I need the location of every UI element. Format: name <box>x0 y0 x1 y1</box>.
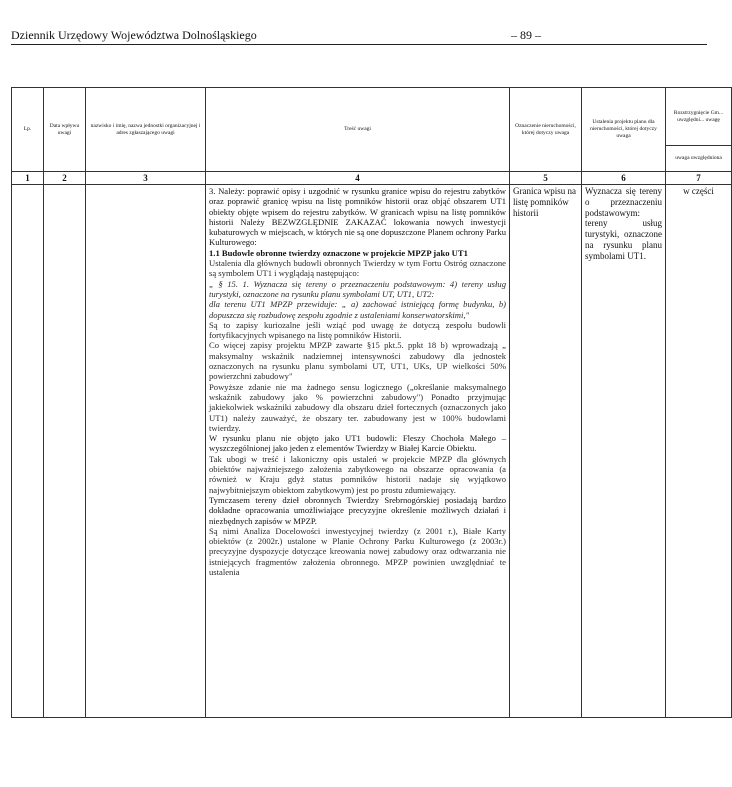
header-resolution: Rozstrzygnięcie Gm... uwzględni... uwagę <box>666 88 732 146</box>
col-number: 4 <box>206 172 510 185</box>
table-row <box>12 185 732 718</box>
content-paragraph: Ustalenia dla głównych budowli obronnych Twierdzy w tym Fortu Ostróg oznaczone są symbolem UT1 i wyglądają następująco: <box>209 258 506 279</box>
cell-lp <box>12 185 44 718</box>
cell-content <box>206 185 510 718</box>
content-paragraph: „ § 15. 1. Wyznacza się tereny o przeznaczeniu podstawowym: 4) tereny usług turystyki, oznaczone na rysunku planu symbolami UT, UT1, UT2: <box>209 278 506 299</box>
content-paragraph: Tymczasem tereny dzieł obronnych Twierdzy Srebrnogórskiej posiadają bardzo dokładne opracowania umożliwiające precyzyjne określenie możliwych działań i niezbędnych zapisów w MPZP. <box>209 494 506 526</box>
column-numbers-row <box>12 172 732 185</box>
content-paragraph: dla terenu UT1 MPZP przewiduje: „ a) zachować istniejącą formę budynku, b) dopuszcza się rozbudowę zespołu zgodnie z ustaleniami konserwatorskimi," <box>209 299 506 320</box>
header-area: Oznaczenie nieruchomości, której dotyczy uwaga <box>510 88 582 172</box>
header-resolution-sub: uwaga uwzględniona <box>666 146 732 172</box>
cell-author <box>86 185 206 718</box>
header-content: Treść uwagi <box>206 88 510 172</box>
col-number: 3 <box>86 172 206 185</box>
header-lp: Lp. <box>12 88 44 172</box>
col-number: 1 <box>12 172 44 185</box>
header-row <box>12 88 732 146</box>
content-paragraph: 1.1 Budowle obronne twierdzy oznaczone w projekcie MPZP jako UT1 <box>209 247 468 258</box>
header-author: nazwisko i imię, nazwa jednostki organizacyjnej i adres zgłaszającego uwagi <box>86 88 206 172</box>
content-paragraph: 3. Należy: poprawić opisy i uzgodnić w rysunku granice wpisu do rejestru zabytków oraz poprawić granicę wpisu na listę pomników historii oraz objąć obszarem UT1 obiekty objęte wpisem do rejestru zabytków. W granicach wpisu na listę pomników historii Należy BEZWZGLĘDNIE ZAKAZAĆ lokowania nowych inwestycji kubaturowych w miejscach, w których nie są one dopuszczone Planem ochrony Parku Kulturowego: <box>209 186 506 248</box>
content-paragraph: W rysunku planu nie objęto jako UT1 budowli: Fleszy Chochoła Małego – wyszczególnionej jako jeden z elementów Twierdzy w Białej Karcie Obiektu. <box>209 433 506 454</box>
content-paragraph: Są to zapisy kuriozalne jeśli wziąć pod uwagę że dotyczą zespołu budowli fortyfikacyjnych wpisanego na listę pomników Historii. <box>209 319 506 341</box>
content-paragraph: Są nimi Analiza Docelowości inwestycyjnej twierdzy (z 2001 r.), Białe Karty obiektów (z 2002r.) ustalone w Planie Ochrony Parku Kulturowego (z 2003r.) precyzyjne dyspozycje dotyczące kreowania nowej zabudowy oraz odtwarzania nie istniejących fragmentów założenia obronnego. MPZP powinien uwzględniać te ustalenia <box>209 525 506 577</box>
content-paragraph: Co więcej zapisy projektu MPZP zawarte §15 pkt.5. ppkt 18 b) wprowadzają „ maksymalny wskaźnik nadziemnej intensywności zabudowy dla jednostek oznaczonych na rysunku planu symbolami UT, UT1, UKs, UP wielkości 50% powierzchni zabudowy" <box>209 340 506 382</box>
col-number: 5 <box>510 172 582 185</box>
journal-title: Dziennik Urzędowy Województwa Dolnośląskiego <box>11 28 257 42</box>
cell-resolution: w części <box>666 185 732 718</box>
cell-plan: Wyznacza się tereny o przeznaczeniu podstawowym: tereny usług turystyki, oznaczone na rysunku planu symbolami UT1. <box>582 185 666 718</box>
page-number: – 89 – <box>511 28 541 42</box>
col-number: 2 <box>44 172 86 185</box>
page-header <box>11 26 707 45</box>
cell-area: Granica wpisu na listę pomników historii <box>510 185 582 718</box>
cell-date <box>44 185 86 718</box>
header-plan: Ustalenia projektu planu dla nieruchomości, której dotyczy uwaga <box>582 88 666 172</box>
content-paragraphs <box>209 186 506 577</box>
header-date: Data wpływu uwagi <box>44 88 86 172</box>
col-number: 7 <box>666 172 732 185</box>
content-paragraph: Powyższe zdanie nie ma żadnego sensu logicznego („określanie maksymalnego wskaźnik zabudowy jako % powierzchni zabudowy") Ponadto przyjmując jakiekolwiek wskaźniki zabudowy dla obszaru dzieł fortecznych (oznaczonych jako UT1) należy zauważyć, że obszary ter. zabudowany jest w 100% budowlami twierdzy. <box>209 381 506 433</box>
col-number: 6 <box>582 172 666 185</box>
content-paragraph: Tak ubogi w treść i lakoniczny opis ustaleń w projekcie MPZP dla głównych obiektów najważniejszego założenia zabytkowego na obszarze opracowania (a również w Kraju gdyż status pomników historii nadaje się wyjątkowo najwybitniejszym obiektom zabytkowym) jest po prostu zdumiewający. <box>209 453 506 495</box>
comments-table <box>11 87 732 718</box>
